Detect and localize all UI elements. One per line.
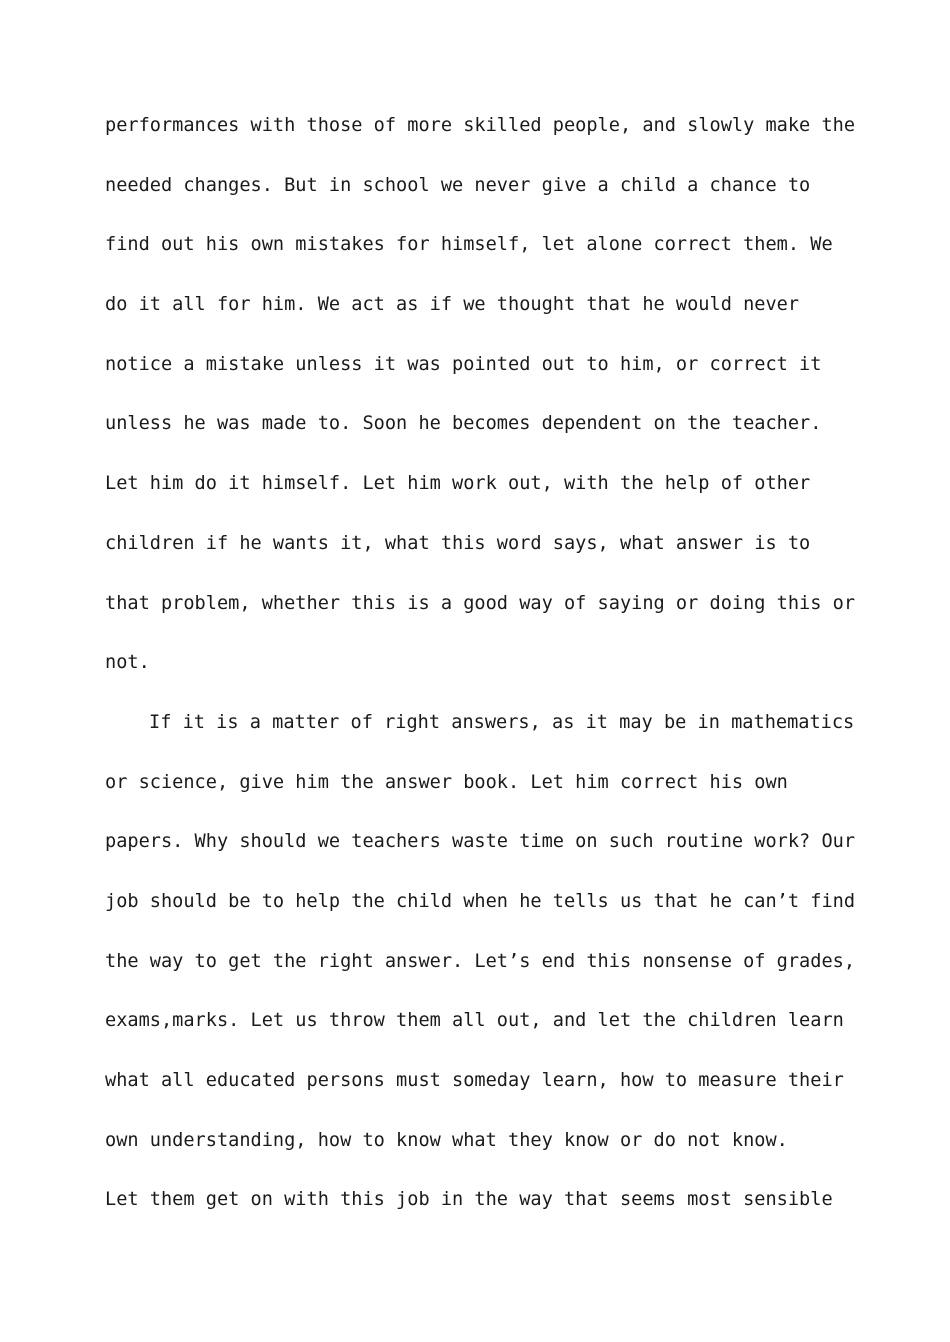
text-line: children if he wants it, what this word says, what answer is to xyxy=(105,532,811,554)
text-line: that problem, whether this is a good way of saying or doing this or xyxy=(105,592,856,614)
text-line: Let him do it himself. Let him work out, with the help of other xyxy=(105,473,811,495)
text-line: performances with those of more skilled people, and slowly make the xyxy=(105,115,856,136)
text-line: needed changes. But in school we never give a child a chance to xyxy=(105,174,811,196)
text-line: exams,marks. Let us throw them all out, and let the children learn xyxy=(105,1010,844,1032)
text-line: Let them get on with this job in the way that seems most sensible xyxy=(105,1189,833,1211)
text-line: papers. Why should we teachers waste time on such routine work? Our xyxy=(105,831,856,853)
body-text xyxy=(105,96,865,1230)
paragraph-first-line: If it is a matter of right answers, as it may be in mathematics xyxy=(149,711,855,733)
text-line: the way to get the right answer. Let’s end this nonsense of grades, xyxy=(105,950,856,972)
text-line: notice a mistake unless it was pointed out to him, or correct it xyxy=(105,353,822,375)
text-line: unless he was made to. Soon he becomes dependent on the teacher. xyxy=(105,413,822,435)
text-line: or science, give him the answer book. Let him correct his own xyxy=(105,771,788,793)
text-line: job should be to help the child when he tells us that he can’t find xyxy=(105,890,856,912)
text-line: what all educated persons must someday learn, how to measure their xyxy=(105,1070,844,1091)
text-line: not. xyxy=(105,652,150,674)
text-line: do it all for him. We act as if we thought that he would never xyxy=(105,294,800,316)
text-line: own understanding, how to know what they know or do not know. xyxy=(105,1129,788,1151)
text-line: find out his own mistakes for himself, let alone correct them. We xyxy=(105,234,833,256)
